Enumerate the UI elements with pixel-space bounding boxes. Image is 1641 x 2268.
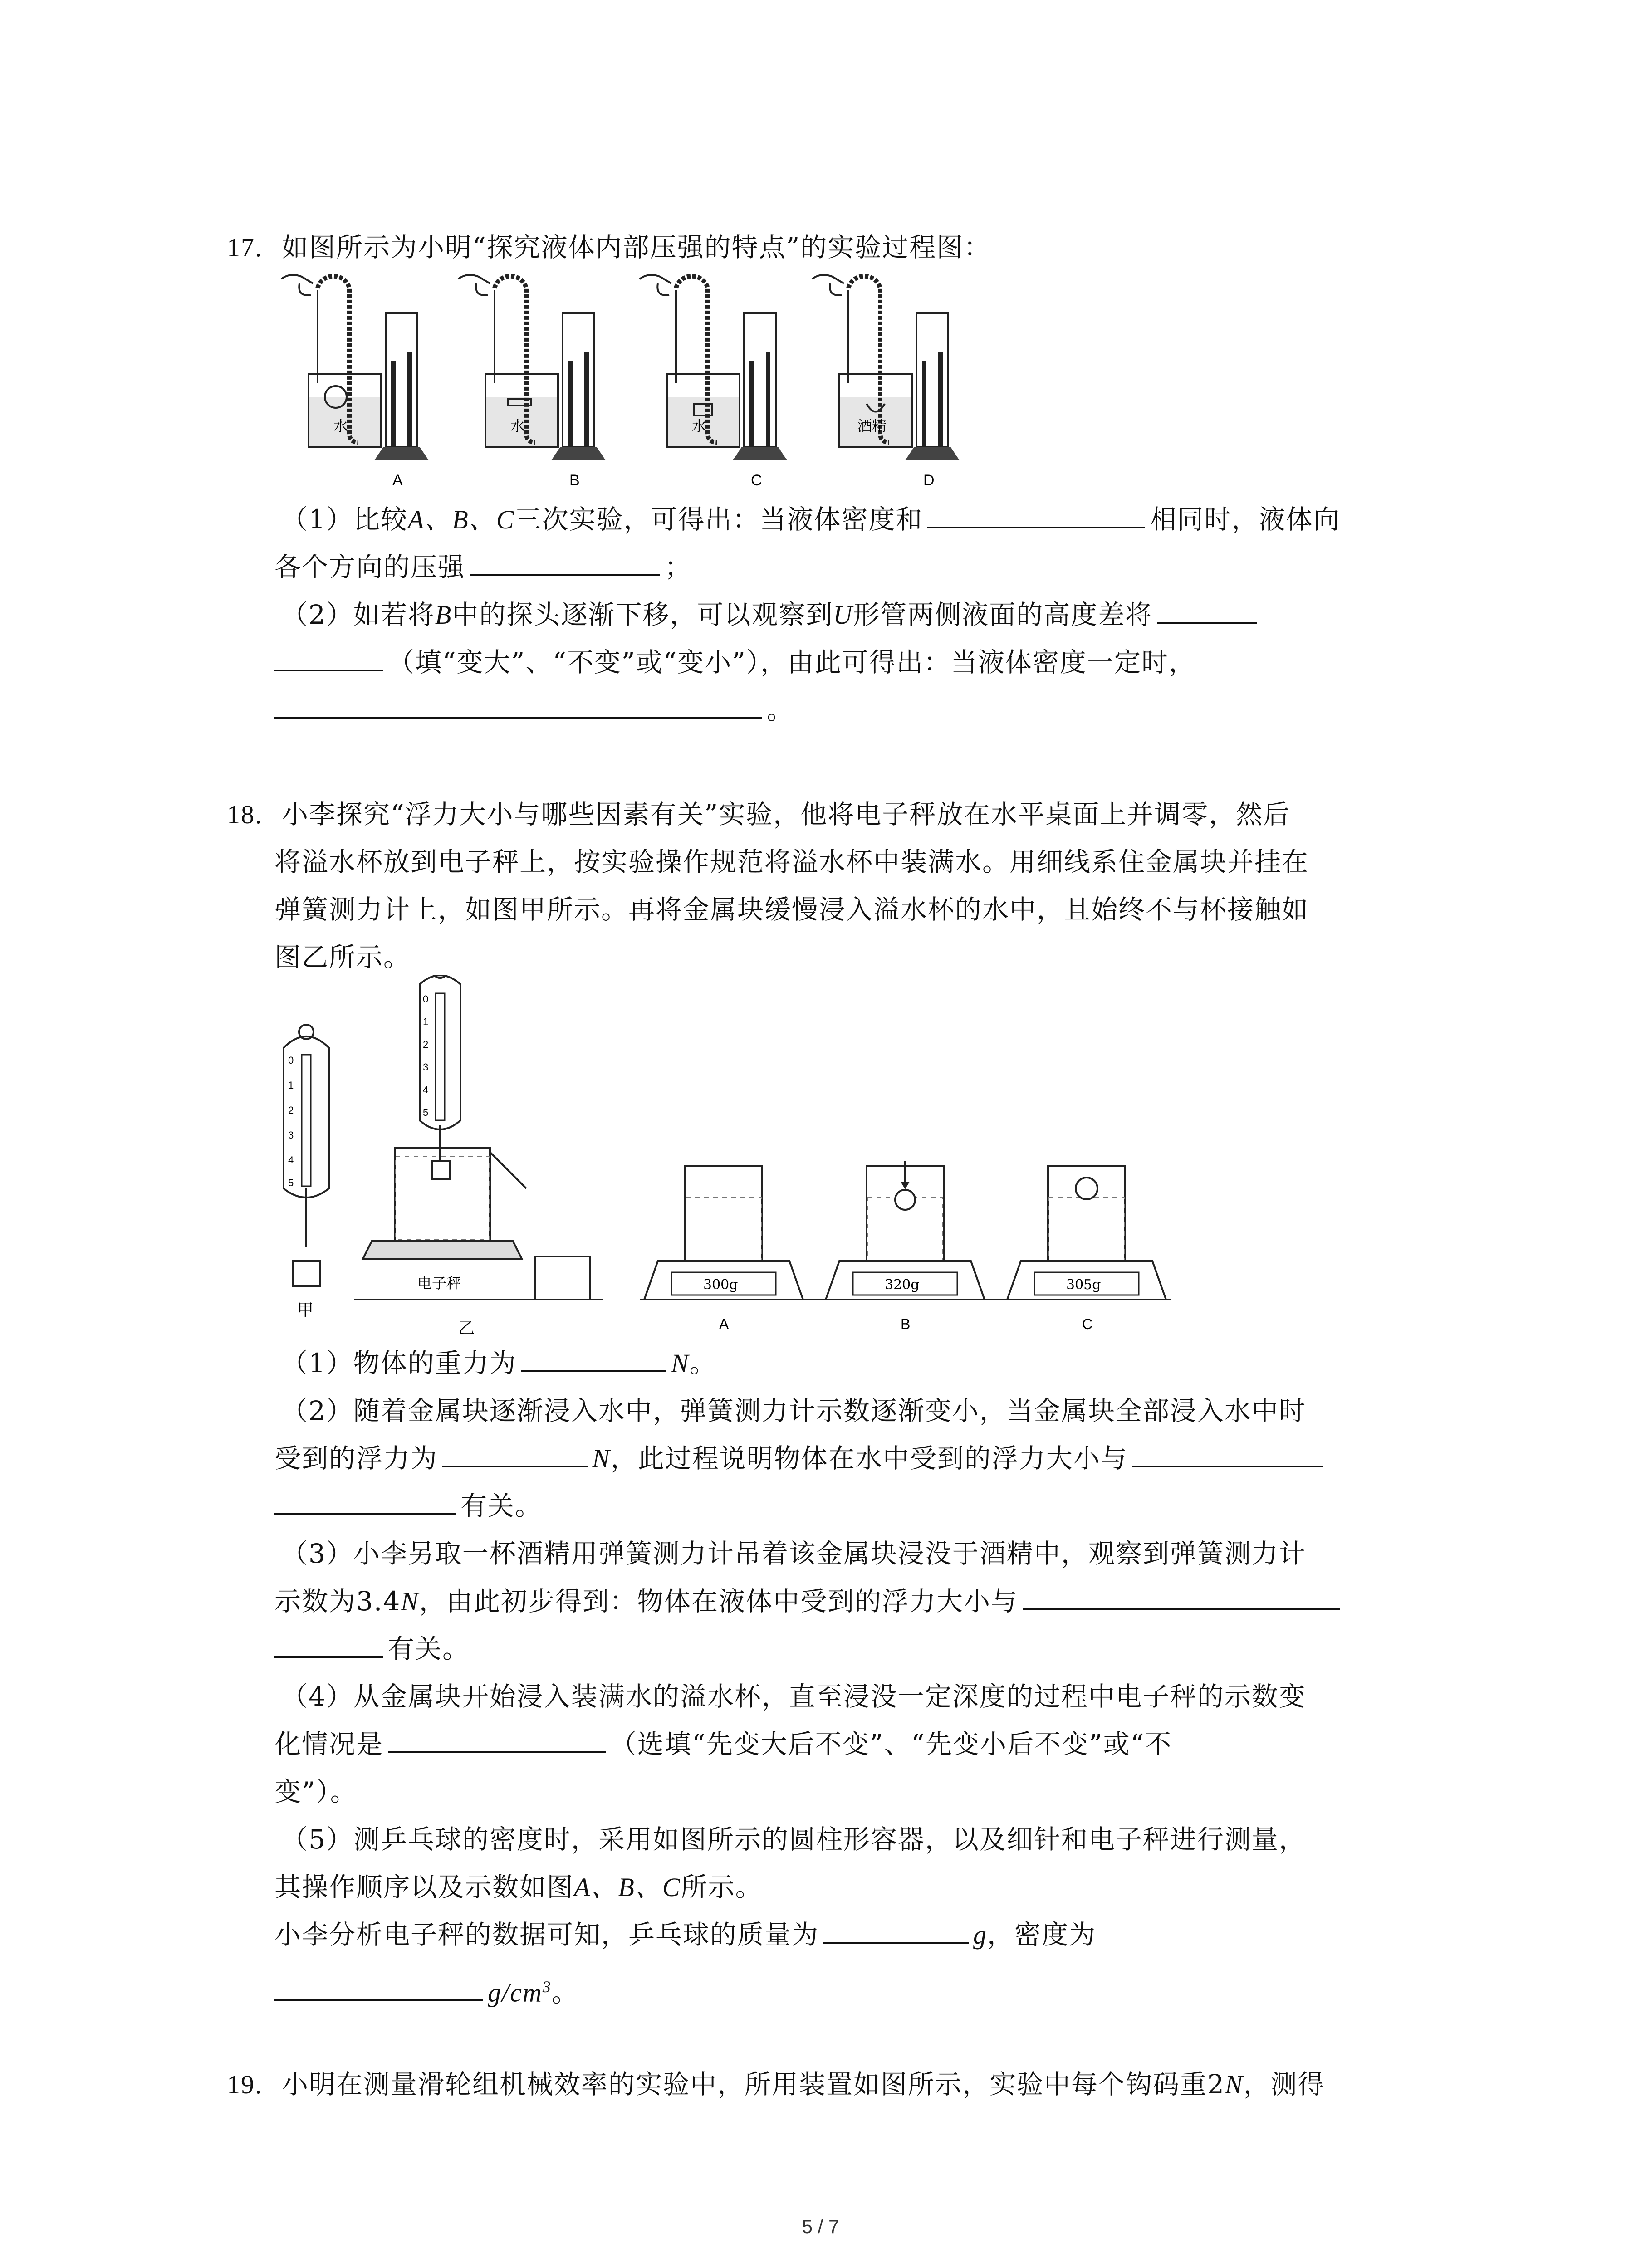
answer-blank[interactable] bbox=[274, 1976, 483, 2001]
text: （3）小李另取一杯酒精用弹簧测力计吊着该金属块浸没于酒精中，观察到弹簧测力计 bbox=[281, 1538, 1306, 1569]
text: 。 bbox=[767, 694, 794, 725]
text: 。 bbox=[689, 1348, 717, 1378]
question-text: 如图所示为小明“探究液体内部压强的特点”的实验过程图： bbox=[281, 232, 991, 263]
q18-part4-line1 bbox=[281, 1678, 1306, 1715]
text: ，由此初步得到：物体在液体中受到的浮力大小与 bbox=[419, 1586, 1018, 1617]
answer-blank[interactable] bbox=[470, 551, 660, 576]
q18-part4-line2 bbox=[274, 1726, 1172, 1762]
pressure-apparatus-a bbox=[281, 275, 429, 460]
question-text: 弹簧测力计上，如图甲所示。再将金属块缓慢浸入溢水杯的水中，且始终不与杯接触如 bbox=[274, 894, 1309, 925]
text: N bbox=[592, 1444, 611, 1473]
figure-label: C bbox=[751, 472, 762, 489]
figure-label: A bbox=[719, 1316, 729, 1332]
q18-part5-line4 bbox=[274, 1969, 579, 2011]
text: A、B、C bbox=[407, 505, 515, 534]
answer-blank[interactable] bbox=[521, 1347, 666, 1372]
answer-blank[interactable] bbox=[274, 694, 762, 719]
text: （选填“先变大后不变”、“先变小后不变”或“不 bbox=[610, 1729, 1172, 1760]
liquid-label: 水 bbox=[510, 417, 525, 435]
figure-label: 乙 bbox=[458, 1319, 475, 1338]
scale-mark: 0 bbox=[423, 993, 429, 1005]
text: （1）物体的重力为 bbox=[281, 1348, 517, 1378]
scale-mark: 3 bbox=[288, 1129, 294, 1141]
figure-label: B bbox=[569, 472, 580, 489]
liquid-label: 酒精 bbox=[857, 417, 887, 435]
q18-figure bbox=[268, 975, 1175, 1347]
answer-blank[interactable] bbox=[388, 1728, 606, 1753]
figure-label: A bbox=[392, 472, 403, 489]
text: ； bbox=[665, 552, 692, 582]
q18-part4-line3 bbox=[274, 1774, 358, 1810]
text: ，密度为 bbox=[987, 1919, 1097, 1950]
scale-mark: 2 bbox=[288, 1105, 294, 1116]
text: N bbox=[401, 1587, 419, 1616]
liquid-label: 水 bbox=[692, 417, 707, 435]
text: 有关。 bbox=[388, 1633, 470, 1664]
figure-label: D bbox=[923, 472, 935, 489]
scale-mark: 1 bbox=[423, 1016, 429, 1027]
question-number: 19. bbox=[227, 2070, 263, 2099]
text: （5）测乒乓球的密度时，采用如图所示的圆柱形容器，以及细针和电子秤进行测量， bbox=[281, 1824, 1306, 1855]
text: 化情况是 bbox=[274, 1729, 384, 1760]
text: g bbox=[973, 1920, 988, 1950]
q19-stem bbox=[227, 2066, 1325, 2103]
text: （4）从金属块开始浸入装满水的溢水杯，直至浸没一定深度的过程中电子秤的示数变 bbox=[281, 1681, 1306, 1712]
text: 相同时，液体向 bbox=[1150, 504, 1341, 535]
text: （填“变大”、“不变”或“变小”），由此可得出：当液体密度一定时， bbox=[388, 647, 1196, 678]
q18-stem-line1 bbox=[227, 796, 1290, 833]
q17-part2-line1 bbox=[281, 596, 1261, 633]
q18-part1 bbox=[281, 1345, 717, 1382]
question-text: 小李探究“浮力大小与哪些因素有关”实验，他将电子秤放在水平桌面上并调零，然后 bbox=[281, 799, 1291, 830]
answer-blank[interactable] bbox=[442, 1442, 588, 1467]
answer-blank[interactable] bbox=[1157, 598, 1257, 624]
q17-figure bbox=[272, 270, 998, 497]
text: U bbox=[833, 600, 853, 630]
q17-part1-line2 bbox=[274, 549, 692, 585]
text: N bbox=[1225, 2070, 1244, 2099]
scale-mark: 0 bbox=[288, 1055, 294, 1066]
spring-scale-yi bbox=[420, 975, 460, 1179]
scale-reading: 305g bbox=[1066, 1277, 1101, 1293]
scale-mark: 3 bbox=[423, 1061, 429, 1073]
q18-part2-line2 bbox=[274, 1440, 1327, 1477]
answer-blank[interactable] bbox=[274, 1633, 383, 1658]
text: 变”）。 bbox=[274, 1776, 358, 1807]
q18-part2-line1 bbox=[281, 1393, 1306, 1429]
question-text: 图乙所示。 bbox=[274, 942, 411, 973]
q18-part3-line3 bbox=[274, 1631, 470, 1667]
q17-part1-line1 bbox=[281, 501, 1340, 538]
q18-part5-line1 bbox=[281, 1821, 1306, 1857]
text: 各个方向的压强 bbox=[274, 552, 465, 582]
q18-stem-line4 bbox=[274, 939, 411, 975]
scale-mark: 5 bbox=[423, 1107, 429, 1118]
text: ，测得 bbox=[1243, 2069, 1325, 2100]
scale-mark: 4 bbox=[423, 1084, 429, 1095]
text: （2）如若将 bbox=[281, 599, 435, 630]
answer-blank[interactable] bbox=[274, 1490, 456, 1515]
scale-mark: 4 bbox=[288, 1154, 294, 1166]
question-number: 18. bbox=[227, 800, 263, 829]
text: 所示。 bbox=[681, 1872, 763, 1902]
answer-blank[interactable] bbox=[823, 1918, 969, 1944]
liquid-label: 水 bbox=[333, 417, 348, 435]
text: 中的探头逐渐下移，可以观察到 bbox=[452, 599, 833, 630]
text: 示数为3.4 bbox=[274, 1586, 401, 1617]
text: ，此过程说明物体在水中受到的浮力大小与 bbox=[610, 1443, 1128, 1474]
q17-part2-line2 bbox=[274, 644, 1196, 680]
text: 其操作顺序以及示数如图 bbox=[274, 1872, 574, 1902]
scale-reading: 300g bbox=[703, 1277, 738, 1293]
page-number: 5 / 7 bbox=[802, 2216, 839, 2237]
q18-stem-line2 bbox=[274, 844, 1309, 880]
q18-part2-line3 bbox=[274, 1488, 542, 1524]
text: （1）比较 bbox=[281, 504, 408, 535]
scale-mark: 5 bbox=[288, 1177, 294, 1188]
text: N bbox=[671, 1349, 690, 1378]
question-text: 小明在测量滑轮组机械效率的实验中，所用装置如图所示，实验中每个钩码重2 bbox=[281, 2069, 1225, 2100]
answer-blank[interactable] bbox=[274, 646, 383, 671]
text: g/cm bbox=[488, 1978, 543, 2008]
q18-part3-line2 bbox=[274, 1583, 1345, 1620]
scale-mark: 1 bbox=[288, 1080, 294, 1091]
text: 三次实验，可得出：当液体密度和 bbox=[514, 504, 923, 535]
q17-part2-line3 bbox=[274, 692, 794, 728]
text: 小李分析电子秤的数据可知，乒乓球的质量为 bbox=[274, 1919, 819, 1950]
text: （2）随着金属块逐渐浸入水中，弹簧测力计示数逐渐变小，当金属块全部浸入水中时 bbox=[281, 1395, 1306, 1426]
text: 形管两侧液面的高度差将 bbox=[853, 599, 1153, 630]
scale-reading: 320g bbox=[885, 1277, 920, 1293]
text: 3 bbox=[542, 1978, 552, 1996]
figure-label: 甲 bbox=[297, 1301, 314, 1320]
answer-blank[interactable] bbox=[1023, 1585, 1340, 1610]
answer-blank[interactable] bbox=[1132, 1442, 1323, 1467]
q18-stem-line3 bbox=[274, 891, 1309, 928]
figure-label: C bbox=[1082, 1316, 1093, 1332]
figure-label: B bbox=[901, 1316, 911, 1332]
q18-part3-line1 bbox=[281, 1535, 1306, 1572]
q17-stem bbox=[227, 229, 991, 266]
text: 。 bbox=[551, 1977, 579, 2008]
text: A、B、C bbox=[574, 1872, 681, 1902]
text: B bbox=[435, 600, 452, 630]
question-text: 将溢水杯放到电子秤上，按实验操作规范将溢水杯中装满水。用细线系住金属块并挂在 bbox=[274, 846, 1309, 877]
text: 有关。 bbox=[460, 1491, 543, 1521]
text: 受到的浮力为 bbox=[274, 1443, 438, 1474]
q18-part5-line3 bbox=[274, 1916, 1096, 1953]
question-number: 17. bbox=[227, 233, 263, 262]
scale-label: 电子秤 bbox=[417, 1275, 461, 1292]
scale-mark: 2 bbox=[423, 1039, 429, 1050]
answer-blank[interactable] bbox=[927, 503, 1145, 528]
q18-part5-line2 bbox=[274, 1869, 763, 1906]
